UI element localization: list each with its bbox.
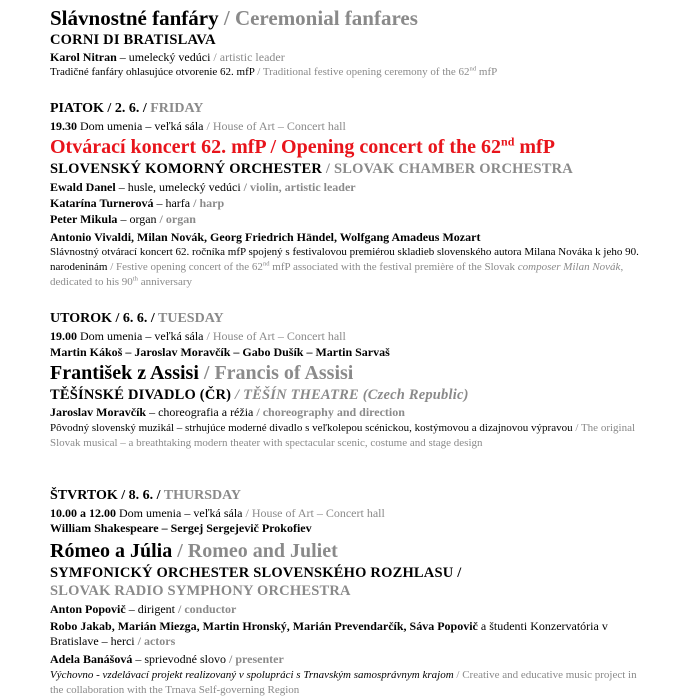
ensemble-en: SLOVAK RADIO SYMPHONY ORCHESTRA: [50, 583, 351, 599]
event-title-sk: Rómeo a Júlia: [50, 540, 173, 562]
description-en: / Festive opening concert of the 62nd mfP associated with the festival première of the Slovak composer Milan Novák, dedicated to his 90th anniversary: [50, 260, 624, 288]
event-title-fanfares: [50, 6, 418, 30]
venue-sk: Dom umenia – veľká sála: [77, 119, 204, 133]
ensemble-sk: SYMFONICKÝ ORCHESTER SLOVENSKÉHO ROZHLASU /: [50, 565, 462, 581]
date-sk: ŠTVRTOK / 8. 6. /: [50, 488, 164, 503]
event-title-sk: František z Assisi: [50, 362, 199, 384]
event-date-tuesday: [50, 311, 224, 327]
ensemble-en: / SLOVAK CHAMBER ORCHESTRA: [322, 161, 573, 177]
event-description: [50, 245, 650, 290]
event-title-sk: Slávnostné fanfáry: [50, 6, 219, 30]
date-en: TUESDAY: [158, 311, 224, 326]
description-sk: Tradičné fanfáry ohlasujúce otvorenie 62. mfP: [50, 66, 255, 78]
date-sk: UTOROK / 6. 6. /: [50, 311, 159, 326]
event-date-thursday: [50, 488, 241, 504]
event-title-en: / Francis of Assisi: [198, 362, 354, 384]
performer-name: Peter Mikula: [50, 212, 118, 226]
performer-name: Robo Jakab, Marián Miezga, Martin Hronský, Marián Prevendarčík, Sáva Popovič: [50, 619, 478, 633]
event-time: 10.00 a 12.00: [50, 506, 116, 520]
date-sk: PIATOK / 2. 6. /: [50, 101, 151, 116]
venue-en: / House of Art – Concert hall: [203, 119, 346, 133]
performer-line: Peter Mikula – organ / organ: [50, 212, 196, 226]
authors-line: William Shakespeare – Sergej Sergejevič Prokofiev: [50, 521, 312, 535]
event-title-en: / Romeo and Juliet: [172, 540, 338, 562]
time-venue-line: 19.00 Dom umenia – veľká sála / House of Art – Concert hall: [50, 329, 346, 343]
ensemble-sk: SLOVENSKÝ KOMORNÝ ORCHESTER: [50, 161, 323, 177]
description-en: / The original Slovak musical – a breathtaking modern theater with spectacular scenic, costume and stage design: [50, 422, 636, 449]
director-line: Jaroslav Moravčík – choreografia a réžia / choreography and direction: [50, 405, 405, 419]
date-en: THURSDAY: [163, 488, 242, 503]
description-sk: Výchovno - vzdelávací projekt realizovaný v spolupráci s Trnavským samosprávnym krajom: [50, 669, 454, 681]
event-date-friday: [50, 101, 203, 117]
event-description: [50, 65, 497, 80]
time-venue-line: 10.00 a 12.00 Dom umenia – veľká sála / House of Art – Concert hall: [50, 506, 385, 520]
ensemble-line: [50, 161, 573, 178]
performer-name: Ewald Danel: [50, 180, 116, 194]
performer-name: Jaroslav Moravčík: [50, 405, 147, 419]
performer-name: Adela Banášová: [50, 652, 133, 666]
actors-line: Robo Jakab, Marián Miezga, Martin Hronský, Marián Prevendarčík, Sáva Popovič a študenti Konzervatória v Bratislave – herci / actors: [50, 619, 608, 648]
performer-line: Katarína Turnerová – harfa / harp: [50, 196, 225, 210]
event-description: [50, 421, 650, 451]
event-title-opening-concert: Otvárací koncert 62. mfP / Opening concert of the 62nd mfP: [50, 134, 555, 158]
ensemble-name: CORNI DI BRATISLAVA: [50, 32, 216, 48]
description-en: / Traditional festive opening ceremony of the 62nd mfP: [254, 65, 498, 78]
performer-line: [50, 50, 285, 65]
composers-line: Antonio Vivaldi, Milan Novák, Georg Friedrich Händel, Wolfgang Amadeus Mozart: [50, 230, 481, 244]
authors-line: Martin Kákoš – Jaroslav Moravčík – Gabo Dušík – Martin Sarvaš: [50, 345, 390, 359]
event-description: [50, 668, 650, 698]
event-time: 19.30: [50, 119, 77, 133]
theatre-line: TĚŠÍNSKÉ DIVADLO (ČR) / TĚŠÍN THEATRE (Czech Republic): [50, 387, 469, 403]
performer-name: Karol Nitran: [50, 50, 117, 64]
description-sk: Slávnostný otvárací koncert 62. ročníka mfP spojený s festivalovou premiérou skladieb slovenského autora Milana Nováka k jeho 90. narodeninám: [50, 246, 639, 273]
conductor-line: Anton Popovič – dirigent / conductor: [50, 602, 237, 616]
performer-role-en: / artistic leader: [210, 50, 285, 64]
description-en: / Creative and educative music project in the collaboration with the Trnava Self-governing Region: [50, 669, 637, 696]
performer-line: Ewald Danel – husle, umelecký vedúci / violin, artistic leader: [50, 180, 356, 194]
event-title-en: / Ceremonial fanfares: [218, 6, 418, 30]
time-venue-line: [50, 119, 346, 134]
event-title-francis: [50, 362, 353, 385]
presenter-line: Adela Banášová – sprievodné slovo / presenter: [50, 652, 284, 666]
event-title-romeo: [50, 540, 338, 563]
description-sk: Pôvodný slovenský muzikál – strhujúce moderné divadlo s veľkolepou scénickou, kostýmovou a dizajnovou výpravou: [50, 422, 573, 434]
event-time: 19.00: [50, 329, 77, 343]
performer-name: Katarína Turnerová: [50, 196, 154, 210]
date-en: FRIDAY: [150, 101, 204, 116]
performer-role-sk: – umelecký vedúci: [116, 50, 211, 64]
performer-name: Anton Popovič: [50, 602, 126, 616]
